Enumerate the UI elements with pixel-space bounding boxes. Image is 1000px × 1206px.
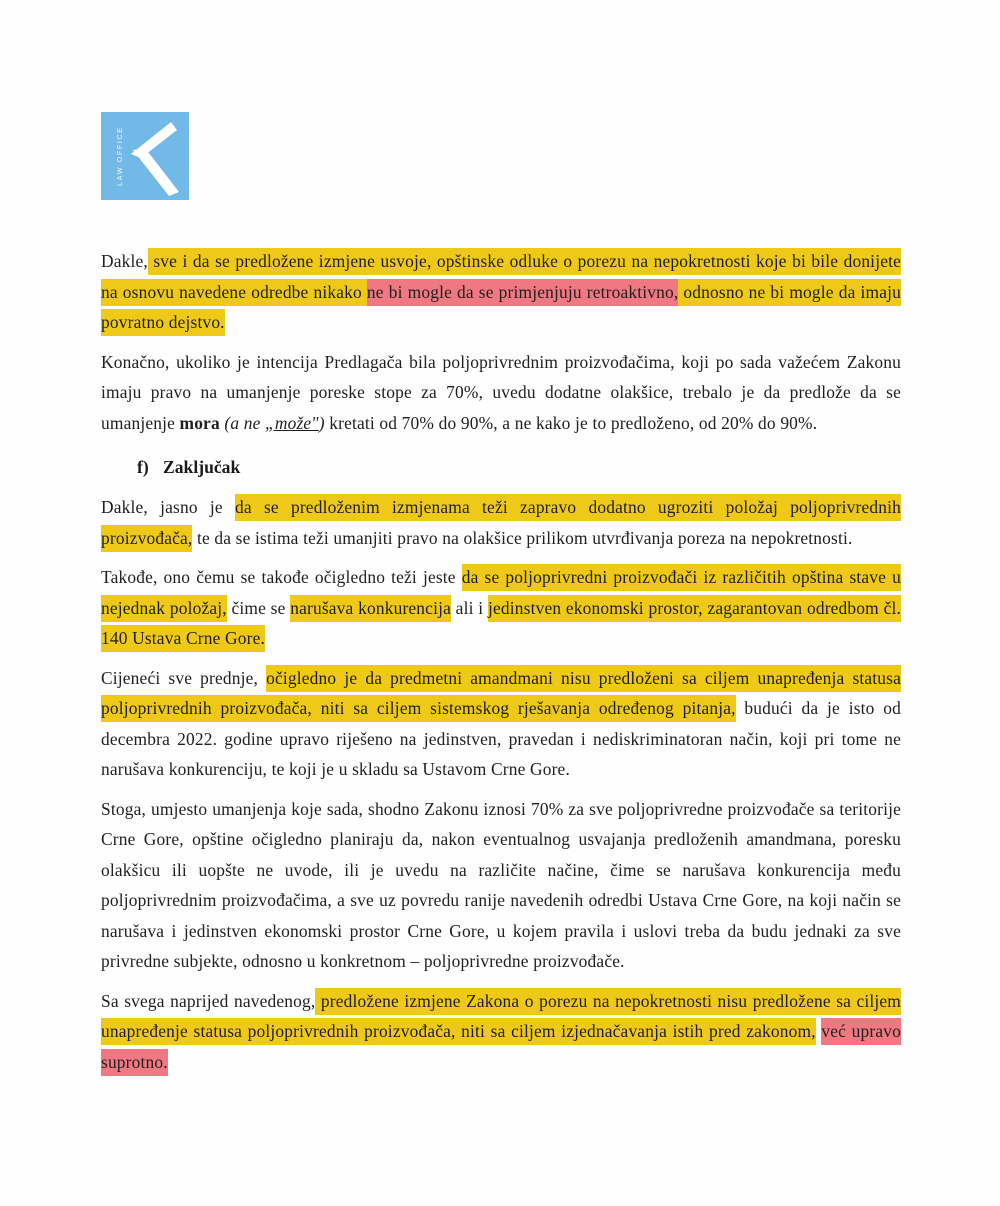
law-office-logo: [101, 112, 189, 200]
section-heading-label: f): [137, 457, 149, 477]
run-plain: Takođe, ono čemu se takođe očigledno teži jeste: [101, 567, 462, 587]
run-plain-2: kretati od 70% do 90%, a ne kako je to predloženo, od 20% do 90%.: [324, 412, 818, 433]
run-italic: (a ne: [219, 412, 265, 433]
paragraph-4: [101, 562, 901, 654]
document-body: [101, 246, 901, 1077]
run-plain-2: budući da je isto od decembra 2022. godine upravo riješeno na jedinstven, pravedan i nediskriminatoran način, koji pri tome ne narušava konkurenciju, te koji je u skladu sa Ustavom Crne Gore.: [101, 698, 901, 779]
section-heading: [101, 452, 901, 482]
run-highlight-yellow: da se predloženim izmjenama teži zapravo dodatno ugroziti položaj poljoprivrednih proizvođača,: [101, 494, 901, 552]
run-italic-underline-moze: „može": [265, 412, 319, 433]
run-highlight-yellow: sve i da se predložene izmjene usvoje, opštinske odluke o porezu na nepokretnosti koje bi bile donijete na osnovu navedene odredbe nikako: [101, 248, 901, 306]
run-plain-2: te da se istima teži umanjiti pravo na olakšice prilikom utvrđivanja poreza na nepokretnosti.: [192, 527, 853, 548]
paragraph-6: [101, 794, 901, 977]
paragraph-5: [101, 663, 901, 785]
run-plain-2: čime se: [226, 597, 291, 618]
run-plain: Sa svega naprijed navedenog,: [101, 990, 316, 1011]
run-highlight-red: ne bi mogle da se primjenjuju retroaktivno,: [367, 279, 678, 306]
run-plain: Cijeneći sve prednje,: [101, 667, 267, 688]
logo-background: [101, 112, 189, 200]
logo-vertical-text: LAW OFFICE: [115, 126, 124, 186]
run-highlight-yellow-3: jedinstven ekonomski prostor, zagarantovan odredbom čl. 140 Ustava Crne Gore.: [101, 595, 901, 653]
run-plain: Dakle,: [101, 251, 148, 271]
run-highlight-yellow: predložene izmjene Zakona o porezu na nepokretnosti nisu predložene sa ciljem unapređenje statusa poljoprivrednih proizvođača, niti sa ciljem izjednačavanja istih pred zakonom,: [101, 988, 901, 1046]
run-italic-close: ): [318, 412, 325, 433]
paragraph-1: [101, 246, 901, 338]
paragraph-2: [101, 347, 901, 439]
run-plain-3: ali i: [450, 597, 488, 618]
run-plain: Konačno, ukoliko je intencija Predlagača bila poljoprivrednim proizvođačima, koji po sada važećem Zakonu imaju pravo na umanjenje poreske stope za 70%, uvedu dodatne olakšice, trebalo je da predlože da se umanjenje: [101, 351, 901, 433]
paragraph-7: [101, 986, 901, 1078]
run-highlight-yellow-2: odnosno ne bi mogle da imaju povratno dejstvo.: [101, 279, 901, 337]
run-plain: Stoga, umjesto umanjenja koje sada, shodno Zakonu iznosi 70% za sve poljoprivredne proizvođače sa teritorije Crne Gore, opštine očigledno planiraju da, nakon eventualnog usvajanja predloženih amandmana, poresku olakšicu ili uopšte ne uvode, ili je uvedu na različite načine, čime se narušava konkurencija među poljoprivrednim proizvođačima, a sve uz povredu ranije navedenih odredbi Ustava Crne Gore, na koji način se narušava i jedinstven ekonomski prostor Crne Gore, u kojem pravila i uslovi treba da budu jednaki za sve privredne subjekte, odnosno u konkretnom – poljoprivredne proizvođače.: [101, 798, 901, 971]
run-bold-mora: mora: [179, 412, 220, 433]
logo-k-icon: [127, 116, 189, 196]
run-plain: Dakle, jasno je: [101, 497, 235, 517]
run-highlight-yellow-2: narušava konkurencija: [290, 595, 451, 622]
run-highlight-yellow: očigledno je da predmetni amandmani nisu predloženi sa ciljem unapređenja statusa poljoprivrednih proizvođača, niti sa ciljem sistemskog rješavanja određenog pitanja,: [101, 665, 901, 723]
run-highlight-red: već upravo suprotno.: [101, 1018, 901, 1076]
run-highlight-yellow: da se poljoprivredni proizvođači iz različitih opština stave u nejednak položaj,: [101, 564, 901, 622]
section-heading-text: Zaključak: [163, 457, 241, 477]
paragraph-3: [101, 492, 901, 553]
